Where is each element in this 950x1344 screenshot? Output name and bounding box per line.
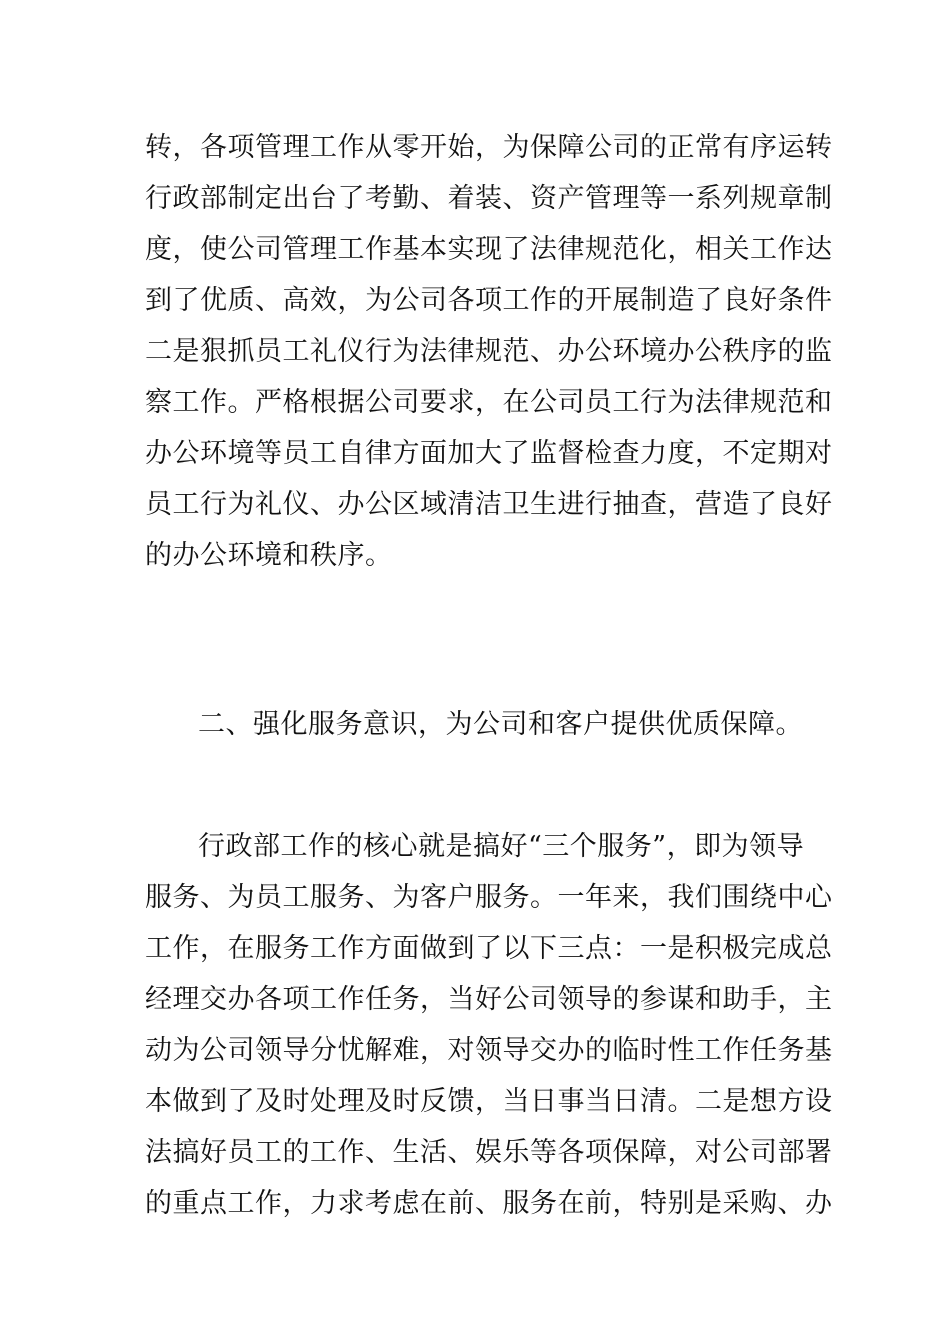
paragraph-line: 度，使公司管理工作基本实现了法律规范化，相关工作达: [145, 234, 833, 265]
paragraph-line: 员工行为礼仪、办公区域清洁卫生进行抽查，营造了良好: [145, 489, 833, 520]
paragraph-line: 本做到了及时处理及时反馈，当日事当日清。二是想方设: [145, 1086, 833, 1117]
paragraph-line: 行政部制定出台了考勤、着装、资产管理等一系列规章制: [145, 183, 833, 214]
section-heading: 二、强化服务意识，为公司和客户提供优质保障。: [198, 709, 803, 740]
paragraph-line: 察工作。严格根据公司要求，在公司员工行为法律规范和: [145, 387, 833, 418]
paragraph-line: 转，各项管理工作从零开始，为保障公司的正常有序运转: [145, 132, 833, 163]
paragraph-line: 到了优质、高效，为公司各项工作的开展制造了良好条件: [145, 285, 833, 316]
paragraph-line: 二是狠抓员工礼仪行为法律规范、办公环境办公秩序的监: [145, 336, 833, 367]
paragraph-line: 经理交办各项工作任务，当好公司领导的参谋和助手，主: [145, 984, 833, 1015]
paragraph-line: 的重点工作，力求考虑在前、服务在前，特别是采购、办: [145, 1188, 833, 1219]
paragraph-line: 动为公司领导分忧解难，对领导交办的临时性工作任务基: [145, 1035, 833, 1066]
paragraph-line: 办公环境等员工自律方面加大了监督检查力度，不定期对: [145, 438, 833, 469]
paragraph-line: 工作，在服务工作方面做到了以下三点：一是积极完成总: [145, 933, 833, 964]
paragraph-line: 行政部工作的核心就是搞好“三个服务”，即为领导: [198, 831, 805, 862]
paragraph-line: 法搞好员工的工作、生活、娱乐等各项保障，对公司部署: [145, 1137, 833, 1168]
paragraph-line: 的办公环境和秩序。: [145, 540, 393, 571]
paragraph-line: 服务、为员工服务、为客户服务。一年来，我们围绕中心: [145, 882, 833, 913]
